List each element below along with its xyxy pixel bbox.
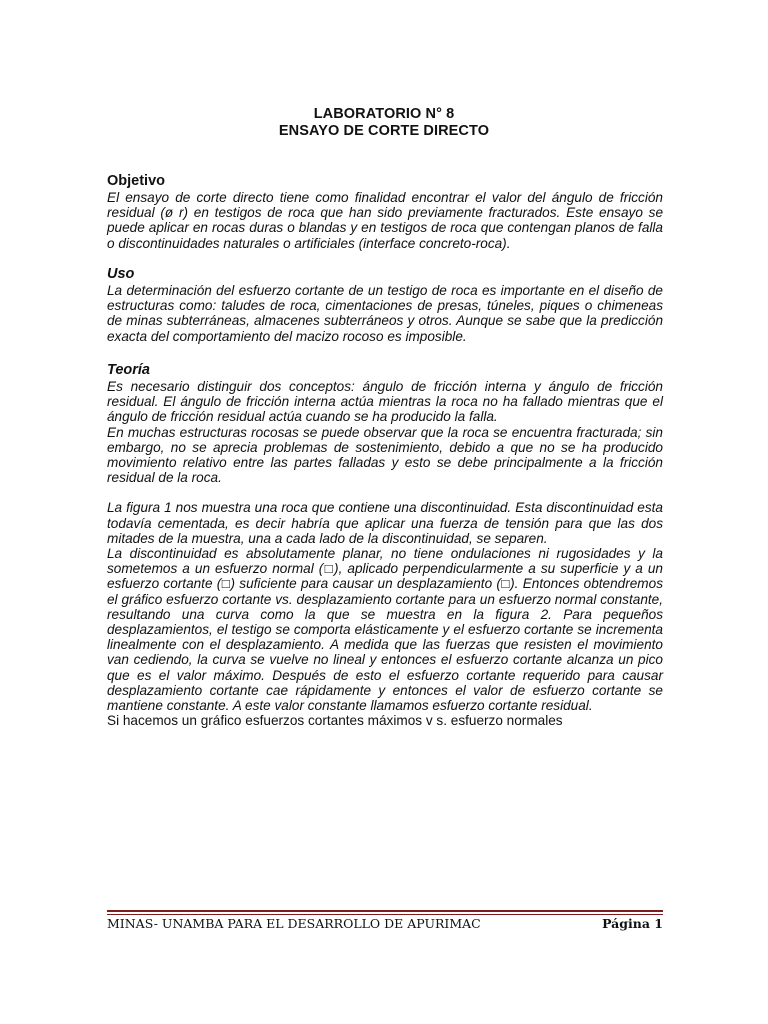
page-footer [107,916,663,931]
footer-page-number: Página 1 [602,916,663,931]
document-title-line1: LABORATORIO N° 8 [313,106,455,122]
teoria-paragraph-1: Es necesario distinguir dos conceptos: ángulo de fricción interna y ángulo de fricción residual. El ángulo de fricción interna actúa mientras la roca no ha fallado mientras que el ángulo de fricción residual actúa cuando se ha producido la falla. [107,379,663,425]
uso-paragraph: La determinación del esfuerzo cortante de un testigo de roca es importante en el diseño de estructuras como: taludes de roca, cimentaciones de presas, túneles, piques o chimeneas de minas subterráneas, almacenes subterráneos y otros. Aunque se sabe que la predicción exacta del comportamiento del macizo rocoso es imposible. [107,283,663,344]
teoria-paragraph-2: En muchas estructuras rocosas se puede observar que la roca se encuentra fracturada; sin embargo, no se aprecia problemas de sostenimiento, debido a que no se ha producido movimiento relativo entre las partes falladas y esto se debe principalmente a la fricción residual de la roca. [107,424,663,486]
teoria-paragraph-3: La figura 1 nos muestra una roca que contiene una discontinuidad. Esta discontinuidad esta todavía cementada, es decir habría que aplicar una fuerza de tensión para que las dos mitades de la muestra, una a cada lado de la discontinuidad, se separen. [107,500,663,546]
footer-institution: MINAS- UNAMBA PARA EL DESARROLLO DE APURIMAC [107,916,481,931]
section-teoria [107,362,663,728]
section-uso [107,266,663,344]
objetivo-paragraph: El ensayo de corte directo tiene como finalidad encontrar el valor del ángulo de fricción residual (ø r) en testigos de roca que han sido previamente fracturados. Este ensayo se puede aplicar en rocas duras o blandas y en testigos de roca que contengan planos de falla o discontinuidades naturales o artificiales (interface concreto-roca). [107,190,663,251]
section-heading-objetivo: Objetivo [107,173,166,189]
section-objetivo [107,173,663,251]
teoria-paragraph-4: La discontinuidad es absolutamente planar, no tiene ondulaciones ni rugosidades y la sometemos a un esfuerzo normal (□), aplicado perpendicularmente a su superficie y a un esfuerzo cortante (□) suficiente para causar un desplazamiento (□). Entonces obtendremos el gráfico esfuerzo cortante vs. desplazamiento cortante para un esfuerzo normal constante, resultando una curva como la que se muestra en la figura 2. Para pequeños desplazamientos, el testigo se comporta elásticamente y el esfuerzo cortante se incrementa linealmente con el desplazamiento. A medida que las fuerzas que resisten el movimiento van cediendo, la curva se vuelve no lineal y entonces el esfuerzo cortante alcanza un pico que es el valor máximo. Después de esto el esfuerzo cortante requerido para causar desplazamiento cortante cae rápidamente y entonces el valor de esfuerzo cortante se mantiene constante. A este valor constante llamamos esfuerzo cortante residual. [107,546,663,714]
section-heading-uso: Uso [107,266,135,282]
document-title-line2: ENSAYO DE CORTE DIRECTO [278,123,490,139]
footer-divider [107,910,663,912]
footer-divider-thin [107,914,663,915]
section-heading-teoria: Teoría [107,362,150,378]
teoria-paragraph-5: Si hacemos un gráfico esfuerzos cortantes máximos v s. esfuerzo normales [107,713,563,729]
